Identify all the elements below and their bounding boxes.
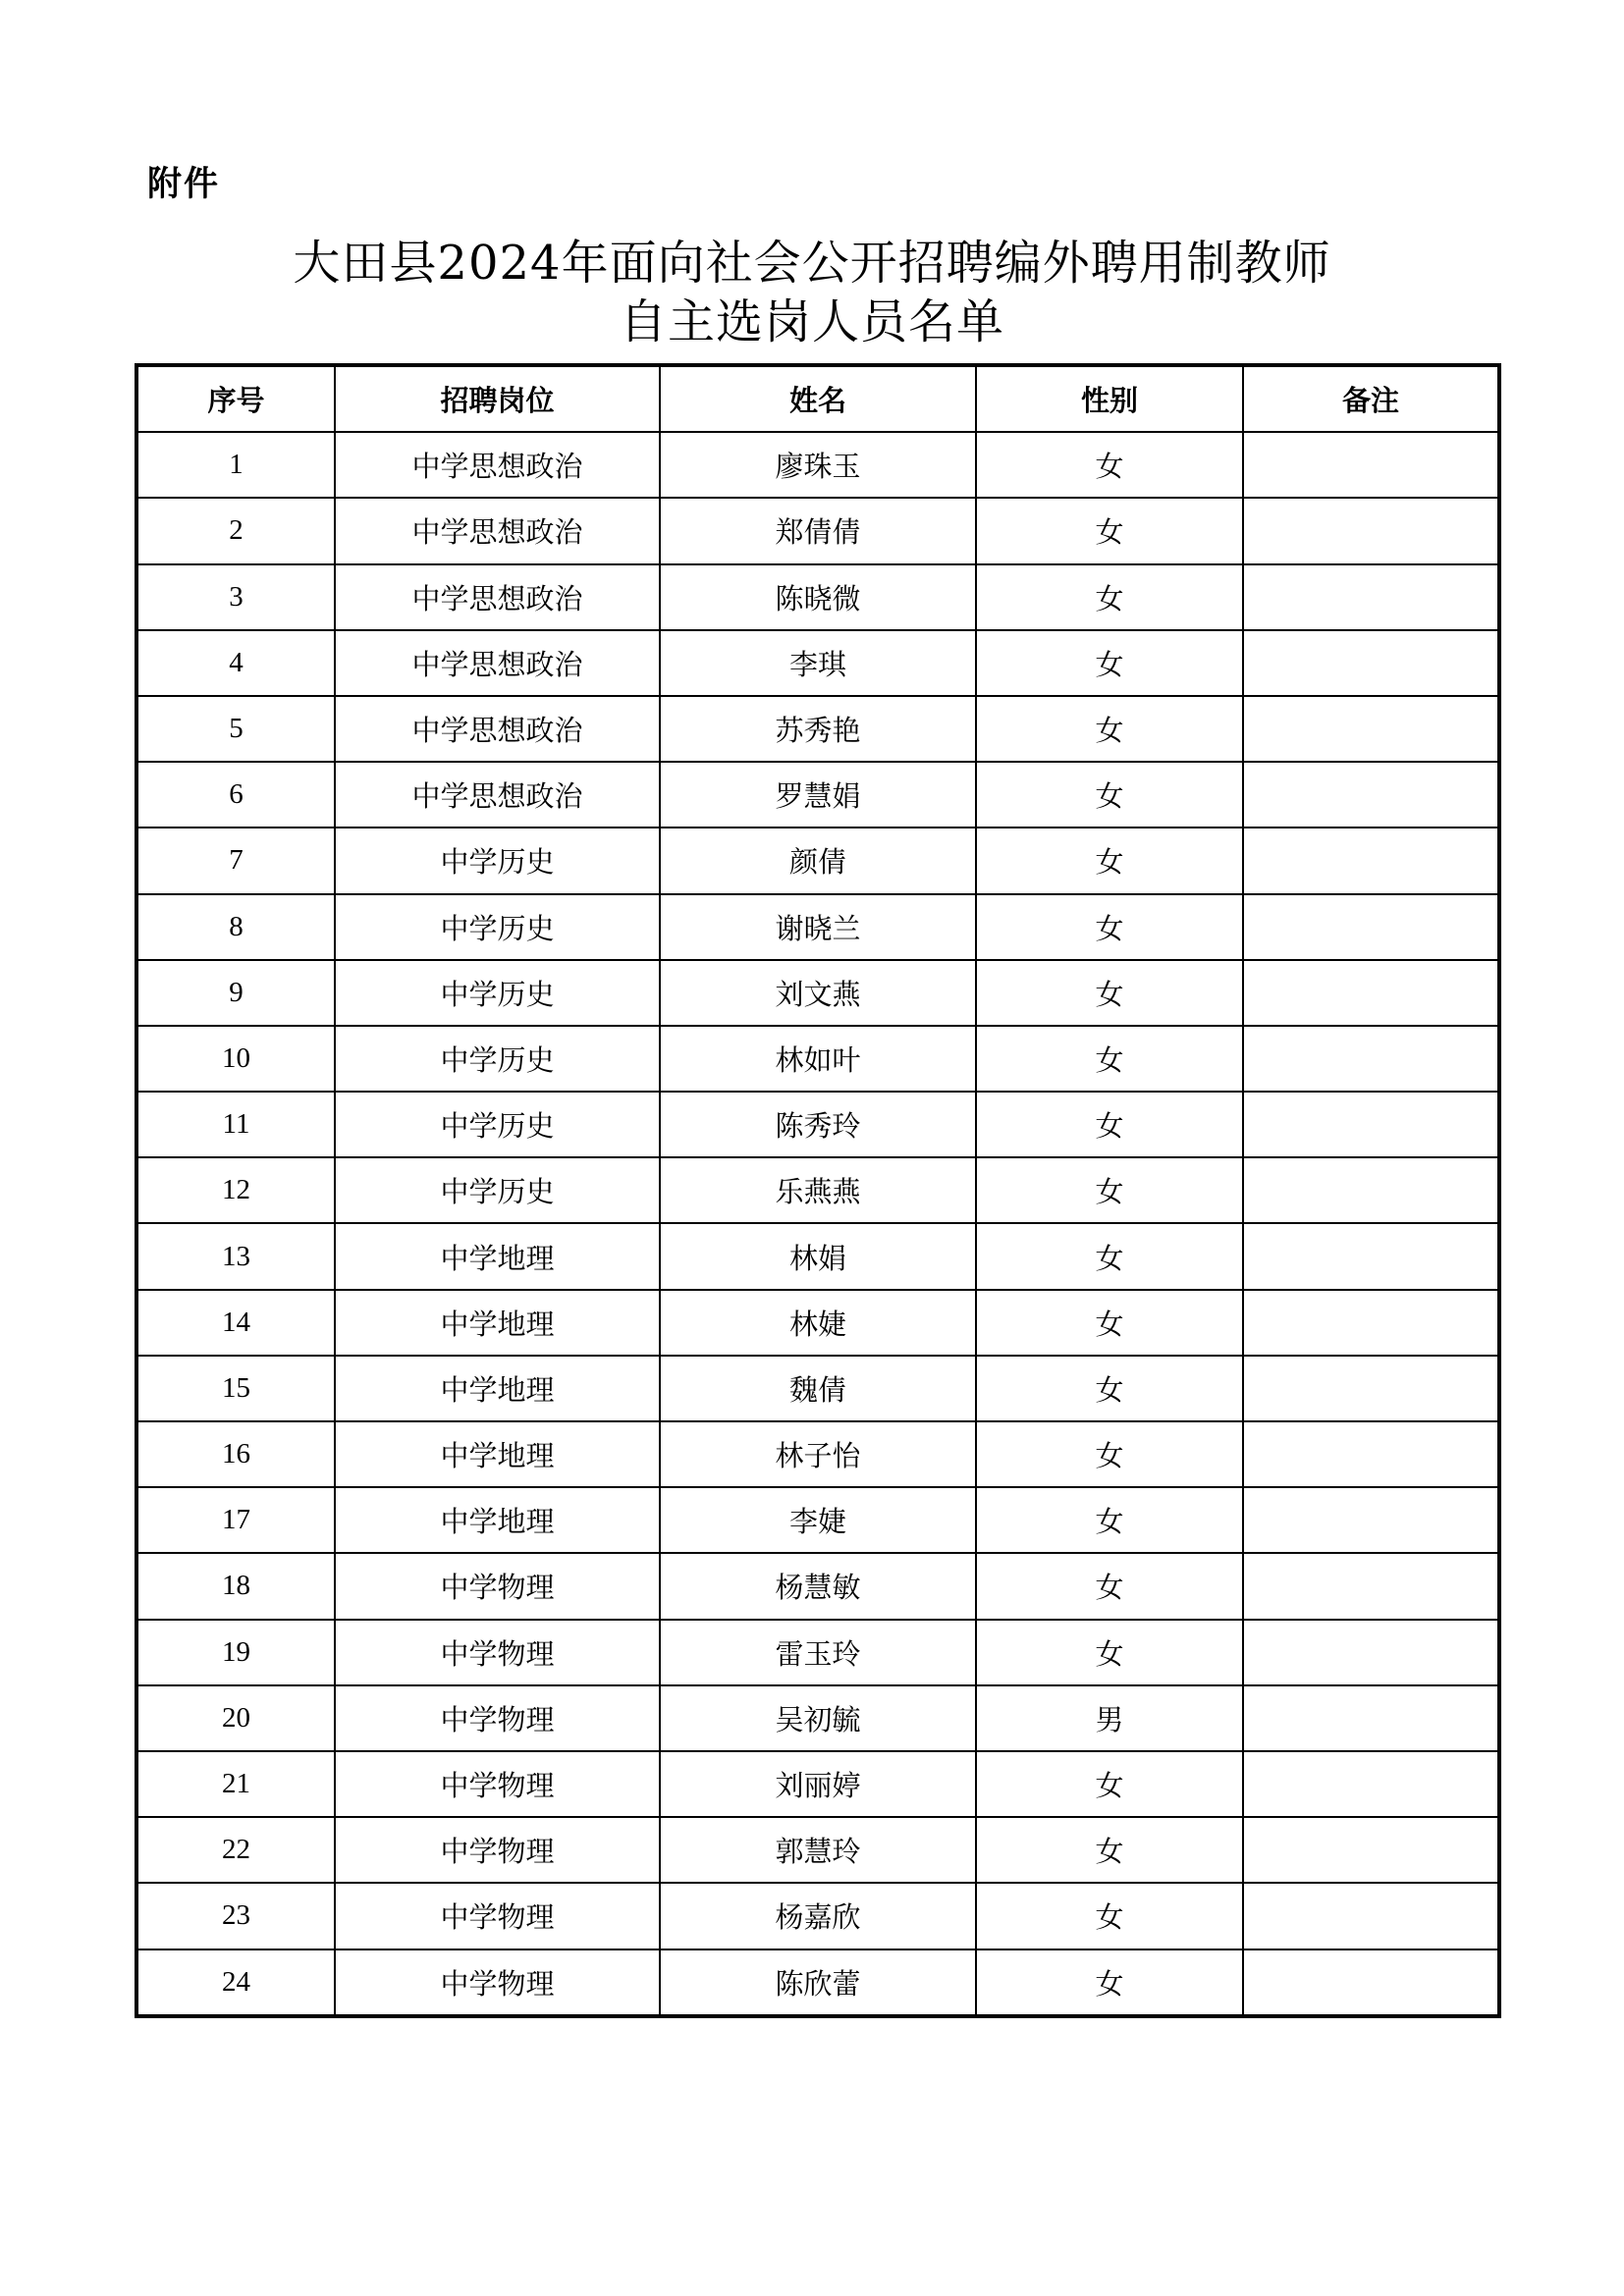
cell-gender: 女 bbox=[976, 960, 1243, 1026]
cell-serial-number: 11 bbox=[136, 1092, 335, 1157]
cell-post: 中学历史 bbox=[335, 1092, 660, 1157]
cell-gender: 女 bbox=[976, 1487, 1243, 1553]
cell-serial-number: 4 bbox=[136, 630, 335, 696]
cell-post: 中学思想政治 bbox=[335, 564, 660, 630]
table-row bbox=[136, 1157, 1499, 1223]
cell-post: 中学物理 bbox=[335, 1553, 660, 1619]
cell-post: 中学历史 bbox=[335, 828, 660, 893]
header-post: 招聘岗位 bbox=[335, 365, 660, 432]
cell-name: 陈晓微 bbox=[660, 564, 976, 630]
cell-serial-number: 13 bbox=[136, 1223, 335, 1289]
cell-name: 郭慧玲 bbox=[660, 1817, 976, 1883]
cell-gender: 女 bbox=[976, 696, 1243, 762]
cell-name: 廖珠玉 bbox=[660, 432, 976, 498]
cell-gender: 男 bbox=[976, 1685, 1243, 1751]
cell-post: 中学物理 bbox=[335, 1949, 660, 2016]
cell-gender: 女 bbox=[976, 630, 1243, 696]
cell-serial-number: 15 bbox=[136, 1356, 335, 1421]
cell-serial-number: 14 bbox=[136, 1290, 335, 1356]
cell-serial-number: 10 bbox=[136, 1026, 335, 1092]
table-row bbox=[136, 1092, 1499, 1157]
cell-note bbox=[1243, 960, 1499, 1026]
cell-serial-number: 23 bbox=[136, 1883, 335, 1949]
table-header-row bbox=[136, 365, 1499, 432]
cell-gender: 女 bbox=[976, 1817, 1243, 1883]
cell-name: 魏倩 bbox=[660, 1356, 976, 1421]
cell-name: 颜倩 bbox=[660, 828, 976, 893]
cell-name: 雷玉玲 bbox=[660, 1620, 976, 1685]
cell-serial-number: 19 bbox=[136, 1620, 335, 1685]
cell-serial-number: 5 bbox=[136, 696, 335, 762]
cell-name: 杨慧敏 bbox=[660, 1553, 976, 1619]
cell-post: 中学地理 bbox=[335, 1487, 660, 1553]
cell-serial-number: 16 bbox=[136, 1421, 335, 1487]
cell-serial-number: 17 bbox=[136, 1487, 335, 1553]
cell-post: 中学思想政治 bbox=[335, 696, 660, 762]
cell-note bbox=[1243, 1290, 1499, 1356]
cell-note bbox=[1243, 1751, 1499, 1817]
cell-serial-number: 21 bbox=[136, 1751, 335, 1817]
cell-post: 中学思想政治 bbox=[335, 630, 660, 696]
cell-gender: 女 bbox=[976, 1356, 1243, 1421]
table-row bbox=[136, 630, 1499, 696]
cell-gender: 女 bbox=[976, 432, 1243, 498]
table-row bbox=[136, 1487, 1499, 1553]
header-gender: 性别 bbox=[976, 365, 1243, 432]
cell-note bbox=[1243, 1026, 1499, 1092]
cell-note bbox=[1243, 1620, 1499, 1685]
cell-name: 刘文燕 bbox=[660, 960, 976, 1026]
cell-post: 中学地理 bbox=[335, 1223, 660, 1289]
table-row bbox=[136, 1883, 1499, 1949]
cell-name: 李琪 bbox=[660, 630, 976, 696]
cell-serial-number: 12 bbox=[136, 1157, 335, 1223]
header-serial-number: 序号 bbox=[136, 365, 335, 432]
cell-name: 苏秀艳 bbox=[660, 696, 976, 762]
cell-post: 中学物理 bbox=[335, 1620, 660, 1685]
cell-note bbox=[1243, 762, 1499, 828]
table-row bbox=[136, 1356, 1499, 1421]
cell-note bbox=[1243, 696, 1499, 762]
cell-name: 林如叶 bbox=[660, 1026, 976, 1092]
cell-gender: 女 bbox=[976, 828, 1243, 893]
cell-gender: 女 bbox=[976, 1026, 1243, 1092]
cell-serial-number: 24 bbox=[136, 1949, 335, 2016]
table-row bbox=[136, 1223, 1499, 1289]
document-title-line2: 自主选岗人员名单 bbox=[619, 294, 1004, 349]
table-row bbox=[136, 1949, 1499, 2016]
cell-serial-number: 22 bbox=[136, 1817, 335, 1883]
header-name: 姓名 bbox=[660, 365, 976, 432]
cell-note bbox=[1243, 1685, 1499, 1751]
cell-name: 陈秀玲 bbox=[660, 1092, 976, 1157]
cell-note bbox=[1243, 1553, 1499, 1619]
table-row bbox=[136, 1553, 1499, 1619]
table-row bbox=[136, 1751, 1499, 1817]
cell-note bbox=[1243, 1949, 1499, 2016]
cell-name: 杨嘉欣 bbox=[660, 1883, 976, 1949]
cell-serial-number: 18 bbox=[136, 1553, 335, 1619]
cell-note bbox=[1243, 432, 1499, 498]
cell-gender: 女 bbox=[976, 1223, 1243, 1289]
cell-serial-number: 9 bbox=[136, 960, 335, 1026]
cell-serial-number: 2 bbox=[136, 498, 335, 563]
table-row bbox=[136, 498, 1499, 563]
cell-gender: 女 bbox=[976, 894, 1243, 960]
table-row bbox=[136, 1685, 1499, 1751]
cell-post: 中学地理 bbox=[335, 1421, 660, 1487]
candidate-table bbox=[135, 363, 1501, 2018]
cell-post: 中学历史 bbox=[335, 960, 660, 1026]
cell-note bbox=[1243, 1817, 1499, 1883]
cell-note bbox=[1243, 1223, 1499, 1289]
cell-post: 中学历史 bbox=[335, 1026, 660, 1092]
cell-gender: 女 bbox=[976, 1553, 1243, 1619]
cell-name: 吴初毓 bbox=[660, 1685, 976, 1751]
cell-name: 罗慧娟 bbox=[660, 762, 976, 828]
table-row bbox=[136, 1026, 1499, 1092]
cell-serial-number: 6 bbox=[136, 762, 335, 828]
cell-gender: 女 bbox=[976, 1421, 1243, 1487]
cell-serial-number: 1 bbox=[136, 432, 335, 498]
document-title-line1: 大田县2024年面向社会公开招聘编外聘用制教师 bbox=[293, 236, 1331, 291]
cell-gender: 女 bbox=[976, 1883, 1243, 1949]
table-row bbox=[136, 762, 1499, 828]
cell-note bbox=[1243, 1092, 1499, 1157]
cell-note bbox=[1243, 1487, 1499, 1553]
cell-gender: 女 bbox=[976, 1092, 1243, 1157]
table-row bbox=[136, 696, 1499, 762]
table-row bbox=[136, 1620, 1499, 1685]
cell-serial-number: 8 bbox=[136, 894, 335, 960]
cell-post: 中学思想政治 bbox=[335, 498, 660, 563]
cell-gender: 女 bbox=[976, 762, 1243, 828]
cell-serial-number: 3 bbox=[136, 564, 335, 630]
cell-name: 郑倩倩 bbox=[660, 498, 976, 563]
cell-note bbox=[1243, 564, 1499, 630]
cell-serial-number: 20 bbox=[136, 1685, 335, 1751]
table-row bbox=[136, 1817, 1499, 1883]
cell-post: 中学物理 bbox=[335, 1685, 660, 1751]
cell-post: 中学思想政治 bbox=[335, 762, 660, 828]
cell-name: 林婕 bbox=[660, 1290, 976, 1356]
cell-name: 李婕 bbox=[660, 1487, 976, 1553]
cell-post: 中学地理 bbox=[335, 1356, 660, 1421]
table-row bbox=[136, 894, 1499, 960]
cell-note bbox=[1243, 630, 1499, 696]
cell-name: 刘丽婷 bbox=[660, 1751, 976, 1817]
cell-note bbox=[1243, 1356, 1499, 1421]
attachment-label: 附件 bbox=[147, 165, 221, 204]
cell-post: 中学思想政治 bbox=[335, 432, 660, 498]
cell-gender: 女 bbox=[976, 1949, 1243, 2016]
cell-name: 谢晓兰 bbox=[660, 894, 976, 960]
cell-post: 中学历史 bbox=[335, 1157, 660, 1223]
table-row bbox=[136, 432, 1499, 498]
cell-note bbox=[1243, 1421, 1499, 1487]
table-row bbox=[136, 564, 1499, 630]
cell-gender: 女 bbox=[976, 564, 1243, 630]
cell-note bbox=[1243, 1883, 1499, 1949]
cell-gender: 女 bbox=[976, 498, 1243, 563]
cell-gender: 女 bbox=[976, 1751, 1243, 1817]
cell-post: 中学地理 bbox=[335, 1290, 660, 1356]
table-row bbox=[136, 1421, 1499, 1487]
cell-note bbox=[1243, 498, 1499, 563]
cell-name: 陈欣蕾 bbox=[660, 1949, 976, 2016]
table-body bbox=[136, 432, 1499, 2016]
table-row bbox=[136, 1290, 1499, 1356]
cell-note bbox=[1243, 1157, 1499, 1223]
cell-gender: 女 bbox=[976, 1620, 1243, 1685]
cell-post: 中学物理 bbox=[335, 1817, 660, 1883]
cell-gender: 女 bbox=[976, 1157, 1243, 1223]
table-row bbox=[136, 828, 1499, 893]
cell-name: 林子怡 bbox=[660, 1421, 976, 1487]
cell-post: 中学物理 bbox=[335, 1883, 660, 1949]
cell-serial-number: 7 bbox=[136, 828, 335, 893]
cell-post: 中学物理 bbox=[335, 1751, 660, 1817]
cell-name: 林娟 bbox=[660, 1223, 976, 1289]
table-row bbox=[136, 960, 1499, 1026]
cell-post: 中学历史 bbox=[335, 894, 660, 960]
header-note: 备注 bbox=[1243, 365, 1499, 432]
cell-note bbox=[1243, 894, 1499, 960]
cell-note bbox=[1243, 828, 1499, 893]
cell-gender: 女 bbox=[976, 1290, 1243, 1356]
cell-name: 乐燕燕 bbox=[660, 1157, 976, 1223]
